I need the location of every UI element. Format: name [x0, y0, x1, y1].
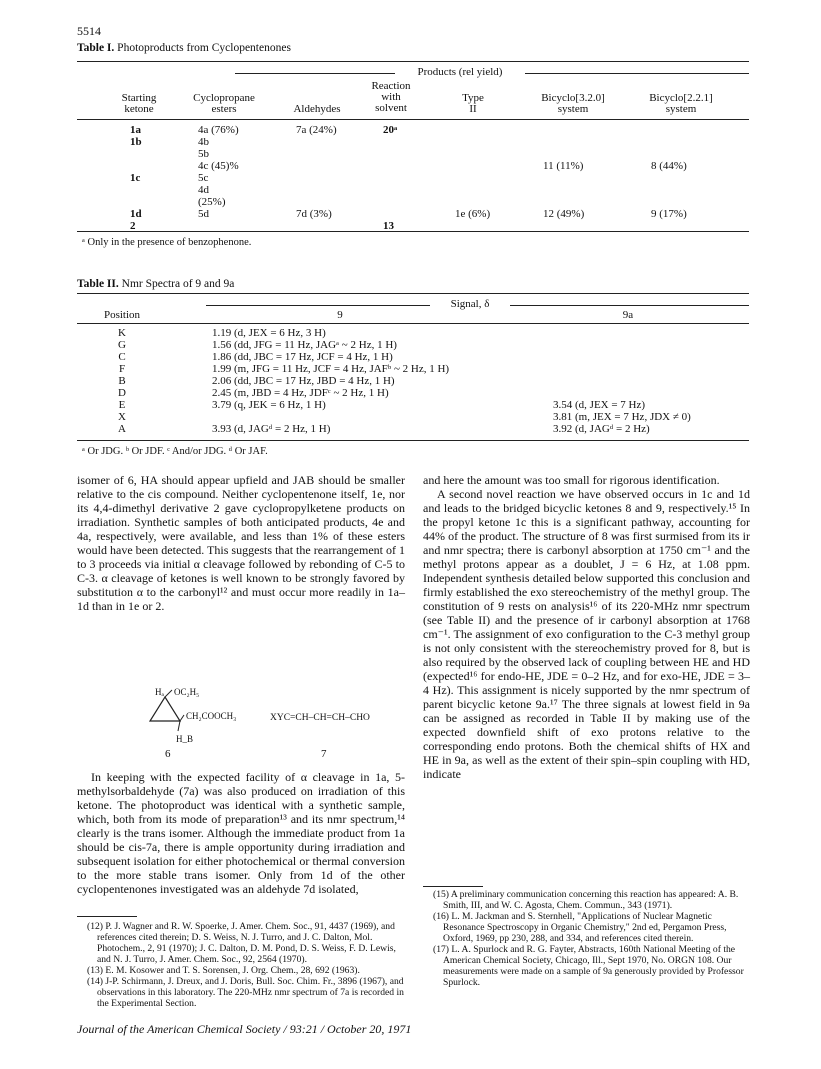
structure-7-label: 7	[321, 748, 327, 760]
table1-cell-solvent: 13	[383, 220, 394, 232]
table2-position: X	[118, 411, 126, 423]
table2-spanner: Signal, δ	[430, 299, 510, 310]
table1-cell-ketone: 1c	[130, 172, 141, 184]
table1-cell-ester: 4d	[198, 184, 209, 196]
table2-value-9: 2.45 (m, JBD = 4 Hz, JDFᶜ ~ 2 Hz, 1 H)	[212, 387, 389, 399]
s6-ha-label: Hₐ	[155, 687, 164, 697]
table1-cell-b221: 9 (17%)	[651, 208, 687, 220]
right-references	[433, 889, 750, 988]
table2-value-9a: 3.92 (d, JAGᵈ = 2 Hz)	[553, 423, 650, 435]
table2-position: K	[118, 327, 126, 339]
table2-value-9: 3.79 (q, JEK = 6 Hz, 1 H)	[212, 399, 326, 411]
table2-value-9: 1.86 (dd, JBC = 17 Hz, JCF = 4 Hz, 1 H)	[212, 351, 393, 363]
right-column	[423, 473, 750, 781]
table2-position: A	[118, 423, 126, 435]
table2-value-9: 2.06 (dd, JBC = 17 Hz, JBD = 4 Hz, 1 H)	[212, 375, 395, 387]
left-column-bottom	[77, 770, 405, 896]
page-number: 5514	[77, 24, 101, 38]
left-references	[87, 921, 405, 1009]
journal-footer: Journal of the American Chemical Society / 93:21 / October 20, 1971	[77, 1022, 412, 1036]
table2-bottom-rule	[77, 440, 749, 441]
ref-16: (16) L. M. Jackman and S. Sternhell, "Applications of Nuclear Magnetic Resonance Spectroscopy in Organic Chemistry," 2nd ed, Pergamon Press, Oxford, 1969, pp 230, 288, and 334, and references cited therein.	[433, 911, 727, 944]
table1-bottom-rule	[77, 231, 749, 232]
structure-6	[140, 687, 260, 761]
table2-footnote: ᵃ Or JDG. ᵇ Or JDF. ᶜ And/or JDG. ᵈ Or JAF.	[82, 446, 268, 457]
s6-oet-label: OC₂H₅	[174, 687, 200, 697]
table2-value-9a: 3.54 (d, JEX = 7 Hz)	[553, 399, 646, 411]
t2-head-9: 9	[337, 309, 343, 321]
cyclopropane-ring	[150, 697, 180, 721]
left-paragraph-2: In keeping with the expected facility of α cleavage in 1a, 5-methylsorbaldehyde (7a) was also produced on irradiation of this ketone. The photoproduct was identical with a synthetic sample, which, both from its mode of preparation¹³ and its nmr spectrum,¹⁴ clearly is the trans isomer. Although the immediate product from 1a should be cis-7a, there is ample opportunity during irradiation and subsequent isolation for either photochemical or thermal conversion to the more stable trans isomer. Only from 1d of the other cyclopentenones investigated was an aldehyde 7d isolated,	[77, 770, 405, 896]
left-paragraph-1: isomer of 6, HA should appear upfield and JAB should be smaller relative to the cis compound. Neither cyclopentenone itself, 1e, nor its 4,4-dimethyl derivative 2 gave cyclopropylketene products on irradiation. Synthetic samples of both anticipated products, 4e and 4a, respectively, were available, and less than 1% of these esters would have been detected. This suggests that the rearrangement of 1 to 3 proceeds via initial α cleavage followed by rebonding of C-5 to C-3. α cleavage of ketones is well known to be strongly favored by substitution α to the carbonyl¹² and must occur more readily in 1a–1d than in 1e or 2.	[77, 473, 406, 613]
ref-17: (17) L. A. Spurlock and R. G. Fayter, Abstracts, 160th National Meeting of the American Chemical Society, Chicago, Ill., Sept 1970, No. ORGN 108. Our measurements were made on a sample of 9a generously provided by Professor Spurlock.	[433, 944, 744, 988]
table1-cell-ester: 5c	[198, 172, 209, 184]
table2-head-rule	[77, 323, 749, 324]
left-footnote-rule	[77, 916, 137, 917]
table2-position: B	[118, 375, 126, 387]
table1-cell-ester: 5d	[198, 208, 209, 220]
table2-top-rule	[77, 293, 749, 294]
table1-cell-ketone: 2	[130, 220, 136, 232]
structure-6-label: 6	[165, 748, 171, 760]
table2-value-9: 1.99 (m, JFG = 11 Hz, JCF = 4 Hz, JAFᵇ ~ 2 Hz, 1 H)	[212, 363, 450, 375]
t1-head-b320: Bicyclo[3.2.0] system	[541, 92, 605, 115]
table1-cell-ketone: 1a	[130, 124, 141, 136]
ref-15: (15) A preliminary communication concerning this reaction has appeared: A. B. Smith, III, and W. C. Agosta, Chem. Commun., 343 (1971).	[433, 889, 739, 911]
table1-cell-b221: 8 (44%)	[651, 160, 687, 172]
t1-head-type2: Type II	[462, 92, 484, 115]
table1-cell-b320: 11 (11%)	[543, 160, 584, 172]
table2-position: G	[118, 339, 126, 351]
table1-title	[77, 42, 291, 54]
table2-value-9: 1.19 (d, JEX = 6 Hz, 3 H)	[212, 327, 326, 339]
t1-head-b221: Bicyclo[2.2.1] system	[649, 92, 713, 115]
right-paragraph-1: and here the amount was too small for rigorous identification.	[423, 473, 720, 487]
table1-cell-type2: 1e (6%)	[455, 208, 491, 220]
table2-position: C	[118, 351, 126, 363]
s6-hb-label: H_B	[176, 734, 194, 744]
t2-head-9a: 9a	[622, 309, 634, 321]
left-column-top	[77, 473, 405, 613]
table2-label: Table II.	[77, 278, 119, 290]
table2-position: E	[118, 399, 126, 411]
table1-spanner: Products (rel yield)	[395, 67, 525, 78]
table1-cell-ketone: 1b	[130, 136, 142, 148]
table1-cell-aldehyde: 7a (24%)	[296, 124, 337, 136]
right-paragraph-2: A second novel reaction we have observed occurs in 1c and 1d and leads to the bridged bicyclic ketones 8 and 9, respectively.¹⁵ In the propyl ketone 1c this is a significant pathway, accounting for 44% of the product. The structure of 8 was first surmised from its ir and nmr spectra; there is carbonyl absorption at 1750 cm⁻¹ and the methyl protons appear as a doublet, J = 6 Hz, at 1.08 ppm. Independent synthesis detailed below supported this conclusion and firmly established the exo stereochemistry of the methyl group. The constitution of 9 rests on analysis¹⁶ of its 220-MHz nmr spectrum (see Table II) and the presence of ir carbonyl absorption at 1768 cm⁻¹. The assignment of exo configuration to the C-3 methyl group is not only consistent with the stereochemistry proved for 8, but is also required by the observed lack of coupling between HE and HD (expected¹⁶ for endo-HE, JDE = 0–2 Hz, and for exo-HE, JDE = 3–4 Hz). This assignment is nicely supported by the nmr spectrum of parent bicyclic ketone 9a.¹⁷ The three signals at lowest field in 9a can be assigned as recorded in Table II by making use of the expected downfield shift of exo protons relative to the corresponding endo protons. Both the chemical shifts of HX and HE in 9a, as well as the extent of their spin–spin coupling with HD, indicate	[423, 487, 750, 781]
t1-head-starting: Starting ketone	[121, 92, 157, 115]
table1-cell-solvent: 20ᵃ	[383, 124, 398, 136]
table1-head-rule	[77, 119, 749, 120]
table2-caption: Nmr Spectra of 9 and 9a	[121, 278, 235, 290]
table2-title	[77, 278, 234, 290]
s6-ch2-label: CH₂COOCH₃	[186, 711, 237, 721]
table1-cell-aldehyde: 7d (3%)	[296, 208, 332, 220]
table1-footnote: ᵃ Only in the presence of benzophenone.	[82, 237, 252, 248]
t1-head-cyclopropane: Cyclopropane esters	[193, 92, 255, 115]
table1-label: Table I.	[77, 42, 115, 54]
table2-position: F	[118, 363, 126, 375]
structure-7-formula: XYC=CH–CH=CH–CHO	[270, 713, 370, 723]
ref-12: (12) P. J. Wagner and R. W. Spoerke, J. Amer. Chem. Soc., 91, 4437 (1969), and references cited therein; D. S. Weiss, N. J. Turro, and J. C. Dalton, Mol. Photochem., 2, 91 (1970); J. C. Dalton, D. M. Pond, D. S. Weiss, F. D. Lewis, and N. J. Turro, J. Amer. Chem. Soc., 92, 2564 (1970).	[87, 921, 396, 965]
table1-caption: Photoproducts from Cyclopentenones	[117, 42, 291, 54]
ref-14: (14) J-P. Schirmann, J. Dreux, and J. Doris, Bull. Soc. Chim. Fr., 3896 (1967), and observations in this laboratory. The 220-MHz nmr spectrum of 7a is recorded in the Experimental Section.	[87, 976, 404, 1009]
t1-head-aldehydes: Aldehydes	[293, 103, 341, 115]
t1-head-reaction: Reaction with solvent	[371, 80, 411, 114]
table1-cell-ester: 5b	[198, 148, 209, 160]
table1-cell-ester: 4b	[198, 136, 209, 148]
table1-cell-ester: 4c (45)%	[198, 160, 239, 172]
t2-head-position: Position	[103, 309, 141, 321]
table2-value-9: 3.93 (d, JAGᵈ = 2 Hz, 1 H)	[212, 423, 331, 435]
right-footnote-rule	[423, 886, 483, 887]
table1-cell-ester: (25%)	[198, 196, 226, 208]
table2-value-9a: 3.81 (m, JEX = 7 Hz, JDX ≠ 0)	[553, 411, 691, 423]
ref-13: (13) E. M. Kosower and T. S. Sorensen, J. Org. Chem., 28, 692 (1963).	[87, 965, 360, 976]
table2-value-9: 1.56 (dd, JFG = 11 Hz, JAGᵃ ~ 2 Hz, 1 H)	[212, 339, 397, 351]
table1-cell-ketone: 1d	[130, 208, 142, 220]
table1-cell-ester: 4a (76%)	[198, 124, 239, 136]
table2-position: D	[118, 387, 126, 399]
table1-cell-b320: 12 (49%)	[543, 208, 585, 220]
table1-top-rule	[77, 61, 749, 62]
